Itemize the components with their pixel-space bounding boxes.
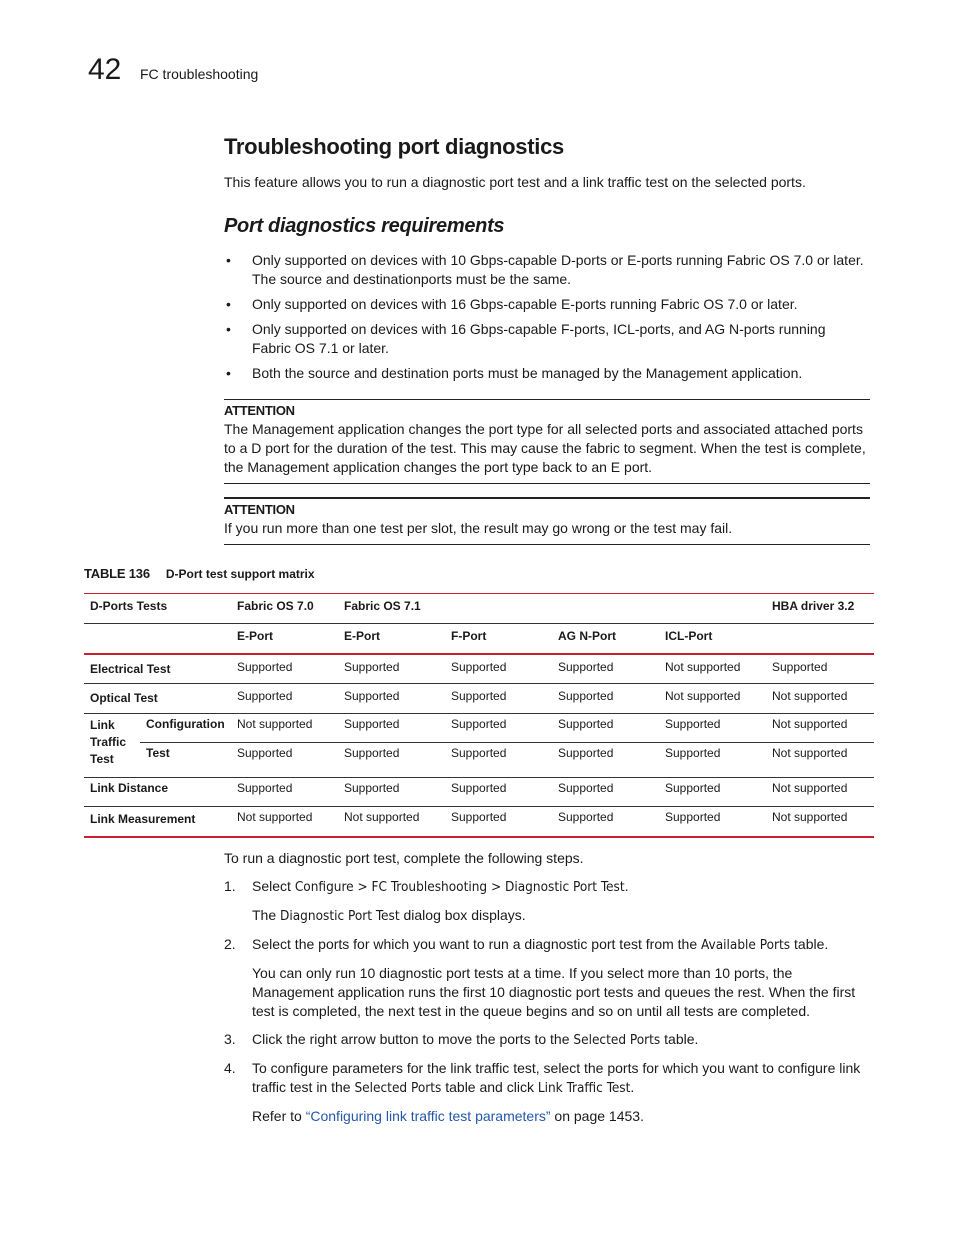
table-cell: Not supported <box>659 654 766 684</box>
table-row <box>84 654 874 684</box>
table-cell: Supported <box>338 714 445 743</box>
step-text-part: To configure parameters for the link traffic test, select the ports for which you want to configure link traffic test in the <box>252 1060 861 1095</box>
table-cell: Supported <box>338 743 445 778</box>
table-header-cell <box>766 624 874 654</box>
table-header-cell: D-Ports Tests <box>84 594 231 624</box>
row-label: Link Measurement <box>84 807 231 837</box>
table-cell: Not supported <box>231 807 338 837</box>
attention-text: The Management application changes the port type for all selected ports and associated attached ports to a D port for the duration of the test. This may cause the fabric to segment. When the test is complete, the Management application changes the port type back to an E port. <box>224 421 866 475</box>
step-text-part: table and click <box>441 1079 538 1095</box>
row-label: Link Distance <box>84 778 231 807</box>
table-cell: Supported <box>766 654 874 684</box>
table-cell: Supported <box>231 654 338 684</box>
step <box>224 1030 874 1050</box>
list-item <box>224 364 864 383</box>
bullet-icon: • <box>226 321 231 337</box>
table-cell: Supported <box>445 684 552 714</box>
row-label: Optical Test <box>84 684 231 714</box>
table-cell: Supported <box>552 684 659 714</box>
table-cell: Supported <box>445 654 552 684</box>
table-cell: Not supported <box>766 743 874 778</box>
attention-label: ATTENTION <box>224 502 295 517</box>
step-text-part: table. <box>660 1031 699 1047</box>
table-cell: Not supported <box>659 684 766 714</box>
table-cell: Supported <box>659 743 766 778</box>
row-group-label: Link Traffic Test <box>84 714 140 778</box>
step <box>224 1059 874 1126</box>
bullet-icon: • <box>226 252 231 268</box>
table-cell: Supported <box>659 807 766 837</box>
ui-label: Available Ports <box>701 937 791 953</box>
table-cell: Supported <box>231 743 338 778</box>
table-title: D-Port test support matrix <box>165 567 315 581</box>
table-cell: Not supported <box>766 778 874 807</box>
step-detail <box>224 1107 874 1126</box>
cross-reference-link[interactable]: “Configuring link traffic test parameters” <box>305 1108 551 1124</box>
table-header-cell: AG N-Port <box>552 624 659 654</box>
list-item-text: Only supported on devices with 16 Gbps-capable E-ports running Fabric OS 7.0 or later. <box>252 296 798 312</box>
step-number: 4. <box>224 1060 236 1076</box>
attention-note <box>224 399 870 484</box>
step-text <box>224 1030 874 1050</box>
step-text-part: The <box>252 907 281 923</box>
subsection-title: Port diagnostics requirements <box>224 215 505 237</box>
table-cell: Supported <box>338 684 445 714</box>
procedure-intro: To run a diagnostic port test, complete the following steps. <box>224 850 584 866</box>
table-header-cell: E-Port <box>338 624 445 654</box>
bullet-icon: • <box>226 296 231 312</box>
procedure <box>224 849 874 1126</box>
step-number: 1. <box>224 878 236 894</box>
step-text-part: Refer to <box>252 1108 306 1124</box>
table-cell: Not supported <box>766 714 874 743</box>
table-cell: Supported <box>659 778 766 807</box>
table-cell: Not supported <box>766 684 874 714</box>
table-cell: Supported <box>445 743 552 778</box>
table-cell: Supported <box>338 654 445 684</box>
dport-support-matrix <box>84 593 874 838</box>
section-title: Troubleshooting port diagnostics <box>224 134 564 159</box>
table-cell: Supported <box>445 714 552 743</box>
table-header-row <box>84 594 874 624</box>
table-caption <box>84 565 315 583</box>
table-cell: Supported <box>552 714 659 743</box>
table-header-row <box>84 624 874 654</box>
table-cell: Supported <box>338 778 445 807</box>
table-cell: Supported <box>552 654 659 684</box>
dialog-name: Diagnostic Port Test <box>280 908 400 924</box>
ui-label: Link Traffic Test <box>537 1080 631 1096</box>
step-text-part: . <box>630 1079 635 1095</box>
table-header-cell: ICL-Port <box>659 624 766 654</box>
list-item <box>224 295 864 314</box>
step-text <box>224 935 874 955</box>
table-cell: Not supported <box>231 714 338 743</box>
ui-label: Selected Ports <box>354 1080 442 1096</box>
table-row <box>84 778 874 807</box>
ui-label: Selected Ports <box>573 1032 661 1048</box>
table-cell: Not supported <box>766 807 874 837</box>
step-text-part: . <box>624 878 629 894</box>
chapter-number: 42 <box>88 53 122 86</box>
table-header-cell: Fabric OS 7.0 <box>231 594 338 624</box>
step-number: 3. <box>224 1031 236 1047</box>
table-header-cell: E-Port <box>231 624 338 654</box>
table-cell: Supported <box>231 778 338 807</box>
bullet-icon: • <box>226 365 231 381</box>
table-row <box>84 684 874 714</box>
requirements-list <box>224 251 864 389</box>
table-row <box>84 807 874 837</box>
table-cell: Supported <box>445 807 552 837</box>
table-cell: Supported <box>659 714 766 743</box>
row-label: Electrical Test <box>84 654 231 684</box>
step-text-part: Click the right arrow button to move the ports to the <box>252 1031 574 1047</box>
table-cell: Supported <box>552 807 659 837</box>
attention-note <box>224 497 870 545</box>
step-text-part: on page 1453. <box>550 1108 644 1124</box>
step-text-part: Select <box>252 878 295 894</box>
table-cell: Supported <box>445 778 552 807</box>
table-header-cell: F-Port <box>445 624 552 654</box>
attention-label: ATTENTION <box>224 403 295 418</box>
chapter-title: FC troubleshooting <box>140 66 259 82</box>
table-cell: Supported <box>231 684 338 714</box>
step-text-part: table. <box>790 936 829 952</box>
table-row <box>84 743 874 778</box>
step <box>224 935 874 1021</box>
step-detail: You can only run 10 diagnostic port tests at a time. If you select more than 10 ports, the Management application runs the first 10 diagnostic port tests and queues the rest. When the first test is completed, the next test in the queue begins and so on until all tests are completed. <box>252 965 856 1019</box>
step-number: 2. <box>224 936 236 952</box>
section-intro: This feature allows you to run a diagnostic port test and a link traffic test on the selected ports. <box>224 174 806 190</box>
table-cell: Supported <box>552 778 659 807</box>
table-cell: Not supported <box>338 807 445 837</box>
table-number: TABLE 136 <box>84 566 150 581</box>
step <box>224 877 874 926</box>
row-label: Test <box>140 743 231 778</box>
menu-path: Configure > FC Troubleshooting > Diagnostic Port Test <box>294 879 625 895</box>
step-text-part: Select the ports for which you want to run a diagnostic port test from the <box>252 936 702 952</box>
table-row <box>84 714 874 743</box>
list-item-text: Only supported on devices with 16 Gbps-capable F-ports, ICL-ports, and AG N-ports running Fabric OS 7.1 or later. <box>252 321 826 356</box>
row-label: Configuration <box>140 714 231 743</box>
step-detail <box>224 906 874 926</box>
step-text <box>224 877 874 897</box>
table-header-cell: Fabric OS 7.1 <box>338 594 766 624</box>
list-item <box>224 251 864 289</box>
list-item-text: Only supported on devices with 10 Gbps-capable D-ports or E-ports running Fabric OS 7.0 or later. The source and destinationports must be the same. <box>252 252 864 287</box>
table-header-cell <box>84 624 231 654</box>
list-item-text: Both the source and destination ports must be managed by the Management application. <box>252 365 803 381</box>
attention-text: If you run more than one test per slot, the result may go wrong or the test may fail. <box>224 520 733 536</box>
table-cell: Supported <box>552 743 659 778</box>
step-text-part: dialog box displays. <box>399 907 526 923</box>
step-text <box>224 1059 874 1098</box>
list-item <box>224 320 864 358</box>
table-header-cell: HBA driver 3.2 <box>766 594 874 624</box>
